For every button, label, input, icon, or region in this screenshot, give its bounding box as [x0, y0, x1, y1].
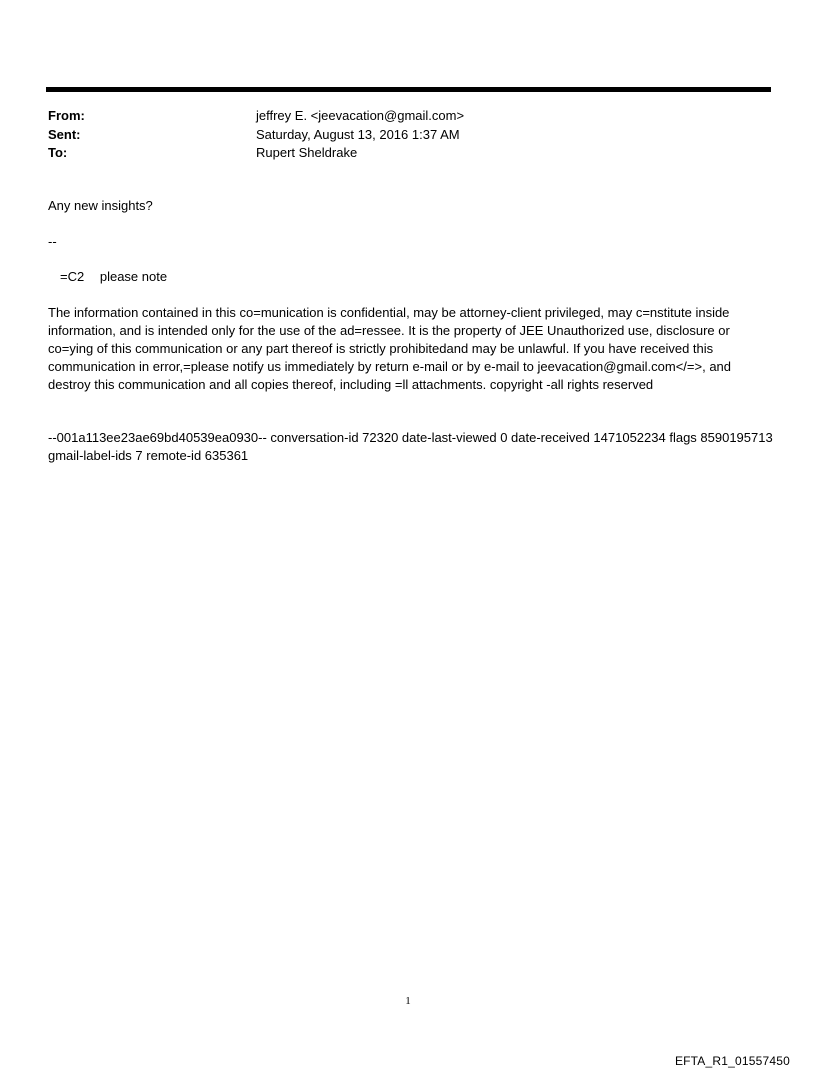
- sent-value: Saturday, August 13, 2016 1:37 AM: [256, 126, 460, 142]
- note-line: [60, 268, 788, 286]
- header-divider-rule: [46, 87, 771, 92]
- to-value: Rupert Sheldrake: [256, 145, 358, 160]
- message-metadata-trailer: --001a113ee23ae69bd40539ea0930-- conversation-id 72320 date-last-viewed 0 date-received 1471052234 flags 8590195713 gmail-label-ids 7 remote-id 635361: [48, 430, 773, 463]
- note-code: =C2: [60, 269, 85, 284]
- document-id: EFTA_R1_01557450: [674, 1054, 790, 1068]
- email-header: [48, 107, 768, 163]
- page-number: 1: [405, 995, 411, 1007]
- email-greeting: Any new insights?: [48, 198, 153, 213]
- to-label: To:: [48, 145, 68, 160]
- sent-row: [48, 126, 768, 145]
- sent-label: Sent:: [48, 126, 81, 142]
- from-value: jeffrey E. <jeevacation@gmail.com>: [256, 108, 465, 123]
- note-text: please note: [99, 269, 168, 284]
- to-row: [48, 144, 768, 163]
- from-row: [48, 107, 768, 126]
- confidentiality-disclaimer: The information contained in this co=munication is confidential, may be attorney-client privileged, may c=nstitute inside information, and is intended only for the use of the ad=ressee. It is the property of JEE Unauthorized use, disclosure or co=ying of this communication or any part thereof is strictly prohibitedand may be unlawful. If you have received this communication in error,=please notify us immediately by return e-mail or by e-mail to jeevacation@gmail.com</=>, and destroy this communication and all copies thereof, including =ll attachments. copyright -all rights reserved: [48, 305, 732, 392]
- from-label: From:: [48, 108, 85, 123]
- signature-separator: --: [48, 234, 57, 249]
